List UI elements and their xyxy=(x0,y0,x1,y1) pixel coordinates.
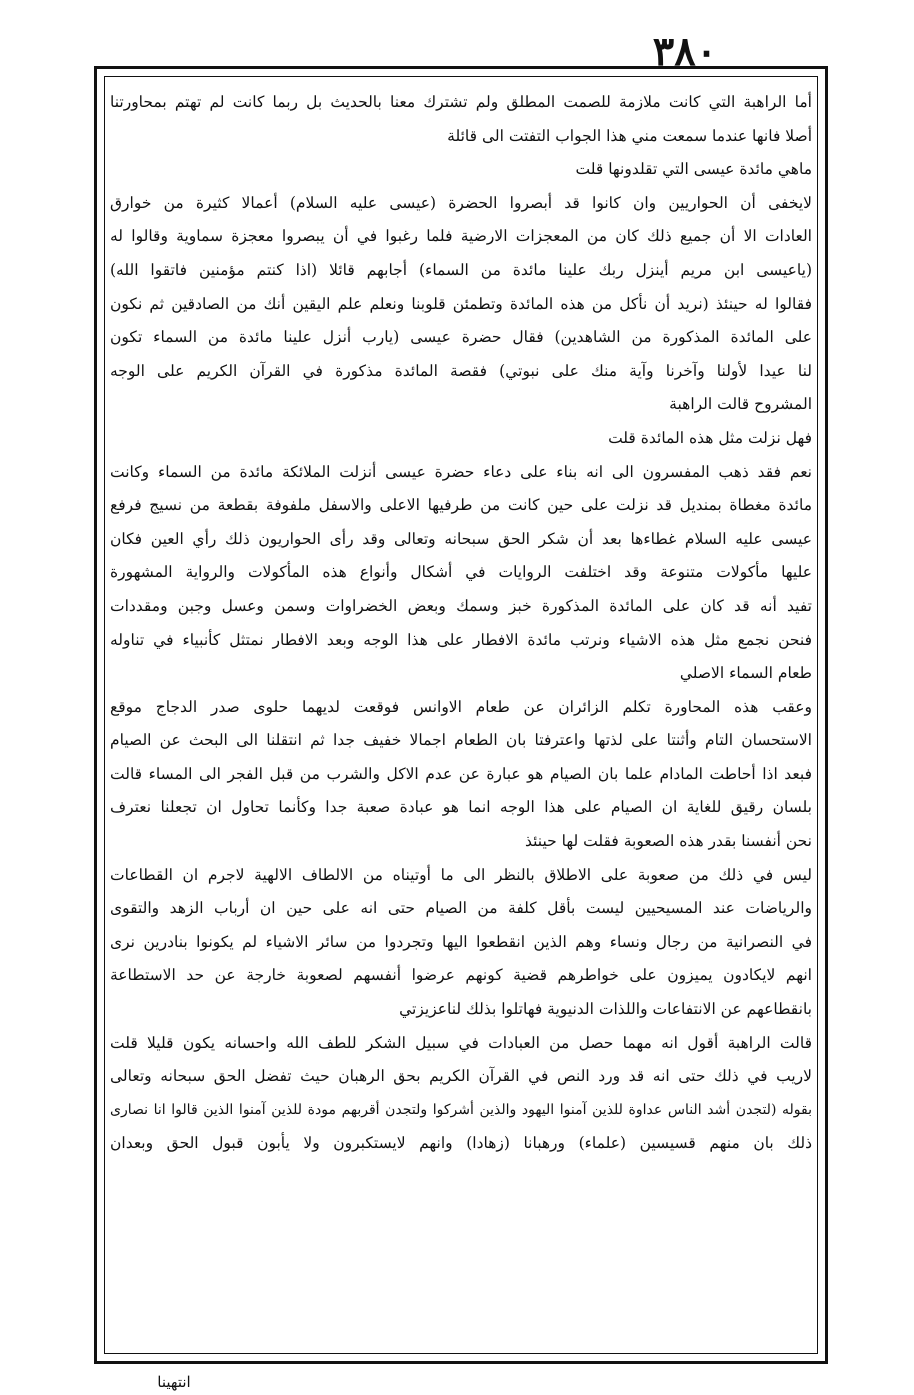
text-line: قالت الراهبة أقول انه مهما حصل من العبادات في سبيل الشكر للطف الله واحسانه يكون قليلا قلت xyxy=(110,1033,812,1052)
text-line: (ياعيسى ابن مريم أينزل ربك علينا مائدة من السماء) أجابهم قائلا (اذا كنتم مؤمنين فاتقوا الله) xyxy=(110,260,812,279)
text-line: ماهي مائدة عيسى التي تقلدونها قلت xyxy=(575,160,812,179)
body-text xyxy=(110,86,812,1348)
text-line: المشروح قالت الراهبة xyxy=(669,395,812,414)
text-line: عليها مأكولات متنوعة وقد اختلفت الروايات في أشكال وأنواع هذه المأكولات والرواية المشهورة xyxy=(110,563,812,582)
text-line: نحن أنفسنا بقدر هذه الصعوبة فقلت لها حينئذ xyxy=(524,832,812,851)
text-line: فنحن نجمع مثل هذه الاشياء ونرتب مائدة الافطار على هذا الوجه وبعد الافطار نمتثل كأنبياء في تناوله xyxy=(110,630,812,649)
text-line: أما الراهبة التي كانت ملازمة للصمت المطلق ولم تشترك معنا بالحديث بل ربما كانت لم تهتم بمحاورتنا xyxy=(110,93,812,111)
text-line: انهم لايكادون يميزون على خواطرهم قضية كونهم عرضوا أنفسهم لصعوبة خارجة عن حد الاستطاعة xyxy=(110,966,812,985)
text-line: على المائدة المذكورة من الشاهدين) فقال حضرة عيسى (يارب أنزل علينا مائدة من السماء تكون xyxy=(110,328,812,347)
text-line: بلسان رقيق للغاية ان الصيام على هذا الوجه انما هو عبادة صعبة جدا وكأنما تحاول ان تجعلنا نعترف xyxy=(110,798,812,817)
text-line: فهل نزلت مثل هذه المائدة قلت xyxy=(608,428,812,447)
text-line: وعقب هذه المحاورة تكلم الزائران عن طعام الاوانس فوقعت لديهما حلوى صدر الدجاج موقع xyxy=(110,697,812,716)
text-line: فبعد اذا أحاطت المادام علما بان الصيام هو عبارة عن عدم الاكل والشرب من قبل الفجر الى المساء قالت xyxy=(110,764,812,783)
text-line: في النصرانية من رجال ونساء وهم الذين انقطعوا اليها وتجردوا من سائر الاشياء لم يكونوا بنادرين نرى xyxy=(110,932,812,951)
text-line: مائدة مغطاة بمنديل قد نزلت على حين كانت من طرفيها الاعلى والاسفل ملفوفة بقطعة من نسيج فرفع xyxy=(110,496,812,515)
text-line: ذلك بان منهم قسيسين (علماء) ورهبانا (زهادا) وانهم لايستكبرون ولا يأبون قبول الحق وبعدان xyxy=(110,1134,812,1153)
text-line: ليس في ذلك من صعوبة على الاطلاق بالنظر الى ما أوتيناه من الالطاف الالهية لاجرم ان القطاعات xyxy=(110,865,812,884)
text-line: بقوله (لتجدن أشد الناس عداوة للذين آمنوا اليهود والذين أشركوا ولتجدن أقربهم مودة للذين آمنوا الذين قالوا انا نصارى xyxy=(110,1101,812,1118)
catchword: انتهينا xyxy=(157,1373,191,1391)
text-line: بانقطاعهم عن الانتفاعات واللذات الدنيوية فهاتلوا بذلك لناعزيزتي xyxy=(399,1000,812,1019)
text-line: تفيد أنه قد كان على المائدة المذكورة خبز وسمك وبعض الخضراوات وسمن وعسل وجبن ومقددات xyxy=(110,596,812,615)
text-line: لاريب في ذلك حتى انه قد ورد النص في القرآن الكريم بحق الرهبان حيث تفضل الحق سبحانه وتعالى xyxy=(110,1067,812,1086)
text-line: العادات الا أن جميع ذلك كان من المعجزات الارضية فلما رغبوا في أن يبصروا معجزة سماوية وقالوا له xyxy=(110,227,812,246)
text-line: عيسى عليه السلام غطاءها بعد أن شكر الحق سبحانه وتعالى وقد رأى الحواريون ذلك رأي العين فكان xyxy=(110,529,812,548)
text-line: أصلا فانها عندما سمعت مني هذا الجواب التفتت الى قائلة xyxy=(447,126,812,145)
text-line: فقالوا له حينئذ (نريد أن نأكل من هذه المائدة وتطمئن قلوبنا ونعلم علم اليقين أنك من الصادقين ثم نكون xyxy=(110,294,812,313)
text-line: لايخفى أن الحواريين وان كانوا قد أبصروا الحضرة (عيسى عليه السلام) أعمالا كثيرة من خوارق xyxy=(110,193,812,212)
text-line: طعام السماء الاصلي xyxy=(679,664,812,683)
text-line: نعم فقد ذهب المفسرون الى انه بناء على دعاء حضرة عيسى أنزلت الملائكة مائدة من السماء وكانت xyxy=(110,462,812,481)
text-line: لنا عيدا لأولنا وآخرنا وآية منك على نبوتي) فقصة المائدة مذكورة في القرآن الكريم على الوجه xyxy=(110,361,812,380)
text-line: والرياضات عند المسيحيين ليست بأقل كلفة من الصيام حتى انه على حين ان أرباب الزهد والتقوى xyxy=(110,899,812,918)
text-line: الاستحسان التام وأثنتا على لذتها واعترفتا بان الطعام اجمالا خفيف جدا ثم انتقلنا الى البحث عن الصيام xyxy=(110,731,812,750)
page-number: ٣٨٠ xyxy=(652,28,718,75)
